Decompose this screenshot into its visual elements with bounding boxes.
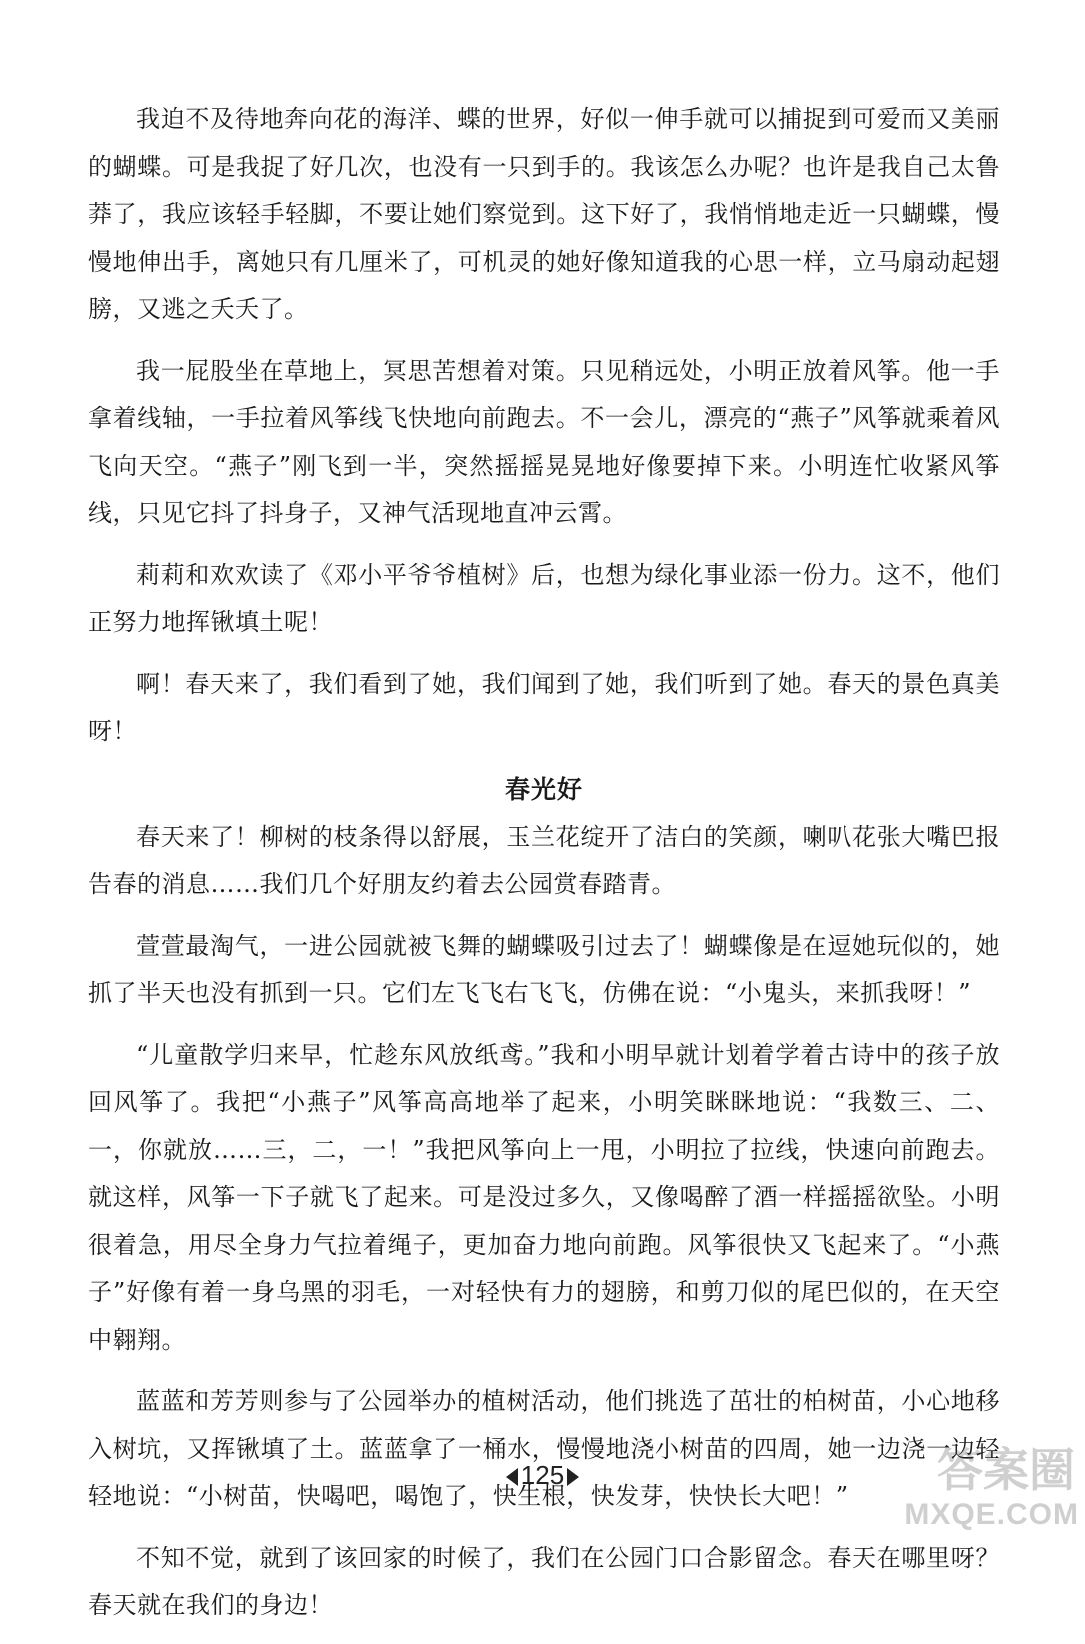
- paragraph: 我迫不及待地奔向花的海洋、蝶的世界，好似一伸手就可以捕捉到可爱而又美丽的蝴蝶。可是我捉了好几次，也没有一只到手的。我该怎么办呢？也许是我自己太鲁莽了，我应该轻手轻脚，不要让她们察觉到。这下好了，我悄悄地走近一只蝴蝶，慢慢地伸出手，离她只有几厘米了，可机灵的她好像知道我的心思一样，立马扇动起翅膀，又逃之夭夭了。: [88, 105, 1000, 323]
- paragraph: 春天来了！柳树的枝条得以舒展，玉兰花绽开了洁白的笑颜，喇叭花张大嘴巴报告春的消息……我们几个好朋友约着去公园赏春踏青。: [88, 822, 1000, 898]
- paragraph: “儿童散学归来早，忙趁东风放纸鸢。”我和小明早就计划着学着古诗中的孩子放回风筝了。我把“小燕子”风筝高高地举了起来，小明笑眯眯地说：“我数三、二、一，你就放……三，二，一！”我把风筝向上一甩，小明拉了拉线，快速向前跑去。就这样，风筝一下子就飞了起来。可是没过多久，又像喝醉了酒一样摇摇欲坠。小明很着急，用尽全身力气拉着绳子，更加奋力地向前跑。风筝很快又飞起来了。“小燕子”好像有着一身乌黑的羽毛，一对轻快有力的翅膀，和剪刀似的尾巴似的，在天空中翱翔。: [88, 1040, 1000, 1354]
- paragraph: 啊！春天来了，我们看到了她，我们闻到了她，我们听到了她。春天的景色真美呀！: [88, 669, 1000, 745]
- triangle-right-icon: [567, 1468, 579, 1486]
- paragraph: 我一屁股坐在草地上，冥思苦想着对策。只见稍远处，小明正放着风筝。他一手拿着线轴，一手拉着风筝线飞快地向前跑去。不一会儿，漂亮的“燕子”风筝就乘着风飞向天空。“燕子”刚飞到一半，突然摇摇晃晃地好像要掉下来。小明连忙收紧风筝线，只见它抖了抖身子，又神气活现地直冲云霄。: [88, 356, 1000, 527]
- watermark-glyph: 答案圈: [937, 1443, 1075, 1497]
- paragraph: 萱萱最淘气，一进公园就被飞舞的蝴蝶吸引过去了！蝴蝶像是在逗她玩似的，她抓了半天也没有抓到一只。它们左飞飞右飞飞，仿佛在说：“小鬼头，来抓我呀！”: [88, 931, 1000, 1007]
- page-number-text: 125: [520, 1460, 565, 1490]
- triangle-left-icon: [506, 1468, 518, 1486]
- document-body: [88, 96, 1000, 1644]
- paragraph: 莉莉和欢欢读了《邓小平爷爷植树》后，也想为绿化事业添一份力。这不，他们正努力地挥锹填土呢！: [88, 560, 1000, 636]
- paragraph: 不知不觉，就到了该回家的时候了，我们在公园门口合影留念。春天在哪里呀？春天就在我们的身边！: [88, 1543, 1000, 1619]
- watermark-text: MXQE.COM: [904, 1498, 1079, 1531]
- essay-title: 春光好: [504, 774, 583, 804]
- watermark-logo: [904, 1432, 1079, 1532]
- paragraph: 蓝蓝和芳芳则参与了公园举办的植树活动，他们挑选了茁壮的柏树苗，小心地移入树坑，又挥锹填了土。蓝蓝拿了一桶水，慢慢地浇小树苗的四周，她一边浇一边轻轻地说：“小树苗，快喝吧，喝饱了，快生根，快发芽，快快长大吧！”: [88, 1387, 1000, 1510]
